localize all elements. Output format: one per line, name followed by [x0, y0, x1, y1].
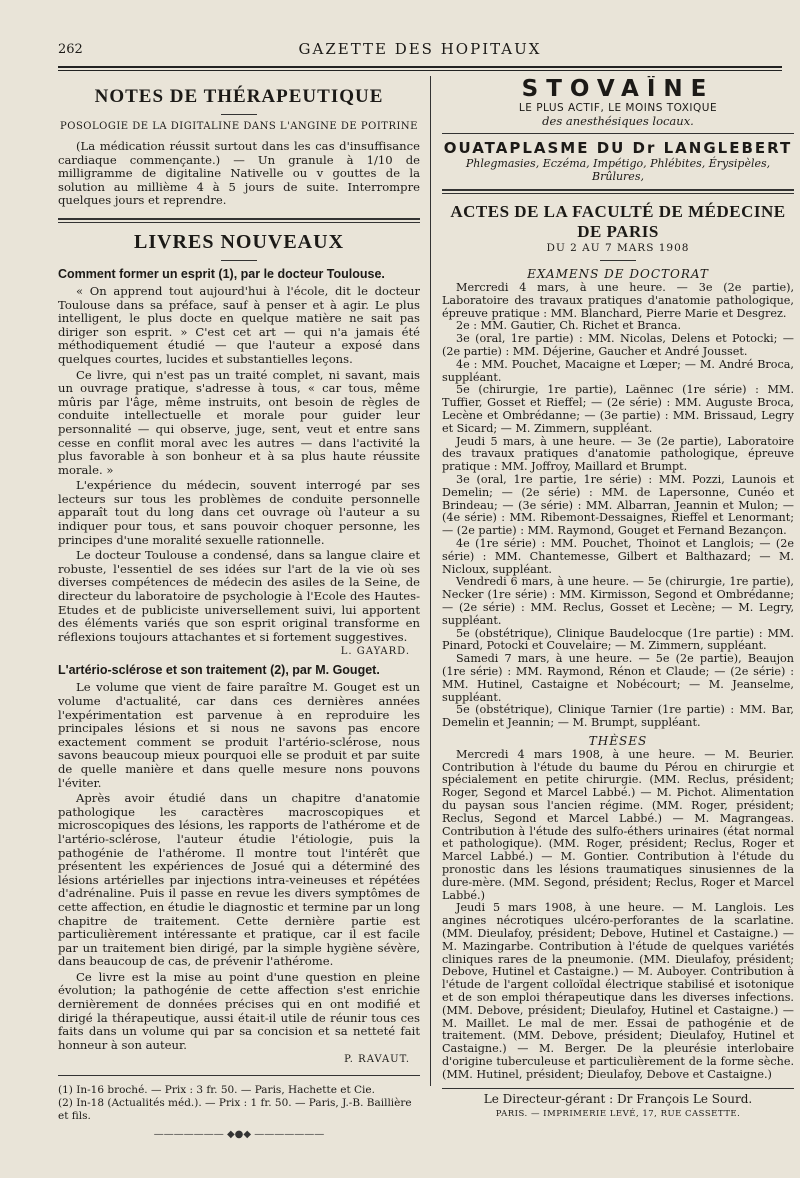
livres-title: LIVRES NOUVEAUX	[133, 230, 345, 253]
footnote-rule	[58, 1075, 420, 1076]
header-rule	[58, 66, 782, 71]
book2-paragraph: Ce livre est la mise au point d'une question en pleine évolution; la pathogénie de cette affection s'est enrichie dernièrement de données précises qui en ont modifié et dirigé la thérapeutique, aussi était-il utile de réunir tous ces faits dans un volume qui par sa concision et sa netteté fait honneur à son auteur.	[58, 969, 420, 1052]
book1-paragraph: Le docteur Toulouse a condensé, dans sa langue claire et robuste, l'essentiel de ses idées sur l'art de la vie où ses diverses compétences de médecin des asiles de la Seine, de directeur du laboratoire de psychologie à l'Ecole des Hautes-Etudes et de publiciste universellement suivi, lui apportent des éléments variés que son esprit original transforme en réflexions toujours attachantes et si fortement suggestives.	[58, 548, 420, 644]
printer-line: PARIS. — IMPRIMERIE LEVÉ, 17, RUE CASSETTE.	[495, 1108, 741, 1119]
book1-paragraph: L'expérience du médecin, souvent interrogé par ses lecteurs sur tous les problèmes de conduite personnelle apparaît tout du long dans cet ouvrage où l'auteur a su indiquer pour tous, et sans pouvoir choquer personne, les principes d'une moralité sexuelle rationnelle.	[58, 478, 420, 547]
stovaine-name: STOVAÏNE	[521, 76, 715, 102]
actes-title: ACTES DE LA FACULTÉ DE MÉDECINE DE PARIS	[450, 202, 786, 241]
book1-signature: L. GAYARD.	[340, 646, 410, 658]
advert-rule	[442, 133, 794, 134]
exam-entry: 2e : MM. Gautier, Ch. Richet et Branca.	[456, 319, 682, 333]
book2-signature: P. RAVAUT.	[344, 1054, 410, 1066]
section-rule	[58, 218, 420, 223]
actes-dates: DU 2 AU 7 MARS 1908	[546, 242, 690, 254]
footnote-1: (1) In-16 broché. — Prix : 3 fr. 50. — Paris, Hachette et Cie.	[58, 1084, 375, 1097]
book2-paragraph: Le volume que vient de faire paraître M. Gouget est un volume d'actualité, car dans ces dernières années l'expérimentation est parvenue à en reproduire les principales lésions et si nous ne savons pas encore exactement comment se produit l'artério-sclérose, nous savons beaucoup mieux pourquoi elle se produit et par suite de quelle manière et dans quelle mesure nons pouvons l'éviter.	[58, 680, 420, 790]
book-title-2: L'artério-sclérose et son traitement (2), par M. Gouget.	[58, 663, 380, 678]
ouataplasme-indications: Phlegmasies, Eczéma, Impétigo, Phlébites, Érysipèles, Brûlures,	[465, 157, 771, 183]
publication-title: GAZETTE DES HOPITAUX	[298, 40, 542, 58]
book-title-1: Comment former un esprit (1), par le docteur Toulouse.	[58, 266, 385, 281]
these-entry: Mercredi 4 mars 1908, à une heure. — M. Beurier. Contribution à l'étude du baume du Pérou en chirurgie et spécialement en petite chirurgie. (MM. Reclus, président; Roger, Segond et Marcel Labbé.) — M. Pichot. Alimentation du paysan sous l'ancien régime. (MM. Roger, président; Reclus, Segond et Marcel Labbé.) — M. Magrangeas. Contribution à l'étude des sulfo-éthers urinaires (état normal et pathologique). (MM. Roger, président; Reclus, Roger et Marcel Labbé.) — M. Gontier. Contribution à l'étude du pronostic dans les lésions traumatiques sinusiennes de la dure-mère. (MM. Segond, président; Reclus, Roger et Marcel Labbé.)	[442, 747, 794, 902]
notes-paragraph: (La médication réussit surtout dans les cas d'insuffisance cardiaque commençante.) — Un granule à 1/10 de milligramme de digitaline Nativelle ou v gouttes de la solution au millième 4 à 5 jours de suite. Interrompre quelques jours et reprendre.	[58, 139, 420, 208]
exam-entry: Samedi 7 mars, à une heure. — 5e (2e partie), Beaujon (1re série) : MM. Raymond, Rénon et Claude; — (2e série) : MM. Hutinel, Castaigne et Nobécourt; — M. Jeanselme, suppléant.	[442, 652, 794, 704]
notes-title: NOTES DE THÉRAPEUTIQUE	[94, 86, 384, 107]
exam-entry: Jeudi 5 mars, à une heure. — 3e (2e partie), Laboratoire des travaux pratiques d'anatomie pathologique, épreuve pratique : MM. Joffroy, Maillard et Brumpt.	[442, 434, 794, 474]
left-column	[58, 76, 420, 1140]
page-header	[58, 40, 782, 62]
exam-entry: 3e (oral, 1re partie) : MM. Nicolas, Delens et Potocki; — (2e partie) : MM. Déjerine, Gaucher et André Jousset.	[442, 332, 794, 358]
exam-entry: Mercredi 4 mars, à une heure. — 3e (2e partie), Laboratoire des travaux pratiques d'anatomie pathologique, épreuve pratique : MM. Blanchard, Pierre Marie et Desgrez.	[442, 281, 794, 320]
exam-entry: 5e (obstétrique), Clinique Baudelocque (1re partie) : MM. Pinard, Potocki et Couvelaire; — M. Zimmern, suppléant.	[442, 626, 794, 653]
divider	[600, 260, 636, 261]
footnote-2: (2) In-18 (Actualités méd.). — Prix : 1 fr. 50. — Paris, J.-B. Baillière et fils.	[58, 1097, 412, 1123]
divider	[221, 114, 257, 115]
theses-heading: THÈSES	[588, 733, 648, 748]
exam-entry: 5e (obstétrique), Clinique Tarnier (1re partie) : MM. Bar, Demelin et Jeannin; — M. Brumpt, suppléant.	[442, 703, 794, 730]
column-separator	[430, 76, 431, 1086]
exam-entry: 3e (oral, 1re partie, 1re série) : MM. Pozzi, Launois et Demelin; — (2e série) : MM. de Lapersonne, Cunéo et Brindeau; — (3e série) : MM. Albarran, Jeannin et Mulon; — (4e série) : MM. Ribemont-Dessaignes, Rieffel et Lenormant; — (2e partie) : MM. Raymond, Gouget et Fernand Bezançon.	[442, 472, 794, 538]
exam-entry: Vendredi 6 mars, à une heure. — 5e (chirurgie, 1re partie), Necker (1re série) : MM. Kirmisson, Segond et Ombrédanne; — (2e série) : MM. Reclus, Gosset et Lecène; — M. Legry, suppléant.	[442, 575, 794, 627]
gerant-line: Le Directeur-gérant : Dr François Le Sourd.	[442, 1088, 794, 1106]
stovaine-subline: des anesthésiques locaux.	[542, 114, 694, 128]
book1-paragraph: Ce livre, qui n'est pas un traité complet, ni savant, mais un ouvrage pratique, s'adresse à tous, « car tous, même mûris par l'âge, même instruits, ont besoin de règles de conduite intellectuelle et morale pour guider leur personnalité — qui observe, juge, sent, veut et entre sans cesse en conflit moral avec les autres — dans l'activité la plus favorable à son bonheur et à sa plus haute réussite morale. »	[58, 367, 420, 477]
these-entry: Jeudi 5 mars 1908, à une heure. — M. Langlois. Les angines nécrotiques ulcéro-perforantes de la scarlatine. (MM. Dieulafoy, président; Debove, Hutinel et Castaigne.) — M. Mazingarbe. Contribution à l'étude de quelques variétés cliniques rares de la pneumonie. (MM. Dieulafoy, président; Debove, Hutinel et Castaigne.) — M. Auboyer. Contribution à l'étude de l'argent colloïdal électrique stabilisé et isotonique et de son emploi thérapeutique dans les diverses infections. (MM. Debove, président; Dieulafoy, Hutinel et Castaigne.) — M. Maillet. Le mal de mer. Essai de pathogénie et de traitement. (MM. Debove, président; Dieulafoy, Hutinel et Castaigne.) — M. Berger. De la pleurésie interlobaire d'origine tuberculeuse et particulièrement de la forme sèche. (MM. Hutinel, président; Dieulafoy, Debove et Castaigne.)	[442, 901, 794, 1081]
section-rule	[442, 189, 794, 194]
book1-paragraph: « On apprend tout aujourd'hui à l'école, dit le docteur Toulouse dans sa préface, sauf à penser et à agir. Le plus intelligent, le plus docte en quelque matière ne sait pas diriger son esprit. » C'est cet art — qui n'a jamais été méthodiquement étudié — que l'auteur a exposé dans quelques courtes, lucides et substantielles leçons.	[58, 283, 420, 366]
notes-subtitle: POSOLOGIE DE LA DIGITALINE DANS L'ANGINE DE POITRINE	[60, 121, 418, 132]
divider	[221, 260, 257, 261]
ornament-divider: ——————— ◆●◆ ———————	[153, 1129, 325, 1141]
book2-paragraph: Après avoir étudié dans un chapitre d'anatomie pathologique les caractères macroscopiques et microscopiques des lésions, les rapports de l'athérome et de l'artério-sclérose, l'auteur étudie l'étiologie, puis la pathogénie de l'athérome. Il montre tout l'intérêt que présentent les expériences de Josué qui a déterminé des lésions artérielles par injections intra-veineuses et répétées d'adrénaline. Puis il passe en revue les divers symptômes de cette affection, en étudie le diagnostic et termine par un long chapitre de traitement. Cette dernière partie est particulièrement intéressante et pratique, car il est facile par un traitement bien dirigé, par la simple hygiène sévère, dans beaucoup de cas, de prévenir l'athérome.	[58, 791, 420, 969]
exam-entry: 5e (chirurgie, 1re partie), Laënnec (1re série) : MM. Tuffier, Gosset et Rieffel; — (2e série) : MM. Auguste Broca, Lecène et Ombrédanne; — (3e partie) : MM. Brissaud, Legry et Sicard; — M. Zimmern, suppléant.	[442, 383, 794, 435]
exam-entry: 4e (1re série) : MM. Pouchet, Thoinot et Langlois; — (2e série) : MM. Chantemesse, Gilbert et Balthazard; — M. Nicloux, suppléant.	[442, 536, 794, 576]
examens-heading: EXAMENS DE DOCTORAT	[527, 267, 709, 281]
ouataplasme-advert	[442, 139, 794, 183]
stovaine-advert	[442, 76, 794, 128]
ouataplasme-name: OUATAPLASME DU Dr LANGLEBERT	[443, 139, 793, 157]
page-number: 262	[58, 42, 83, 57]
right-column	[442, 76, 794, 1119]
exam-entry: 4e : MM. Pouchet, Macaigne et Lœper; — M. André Broca, suppléant.	[442, 357, 794, 384]
stovaine-tagline: LE PLUS ACTIF, LE MOINS TOXIQUE	[518, 102, 718, 114]
